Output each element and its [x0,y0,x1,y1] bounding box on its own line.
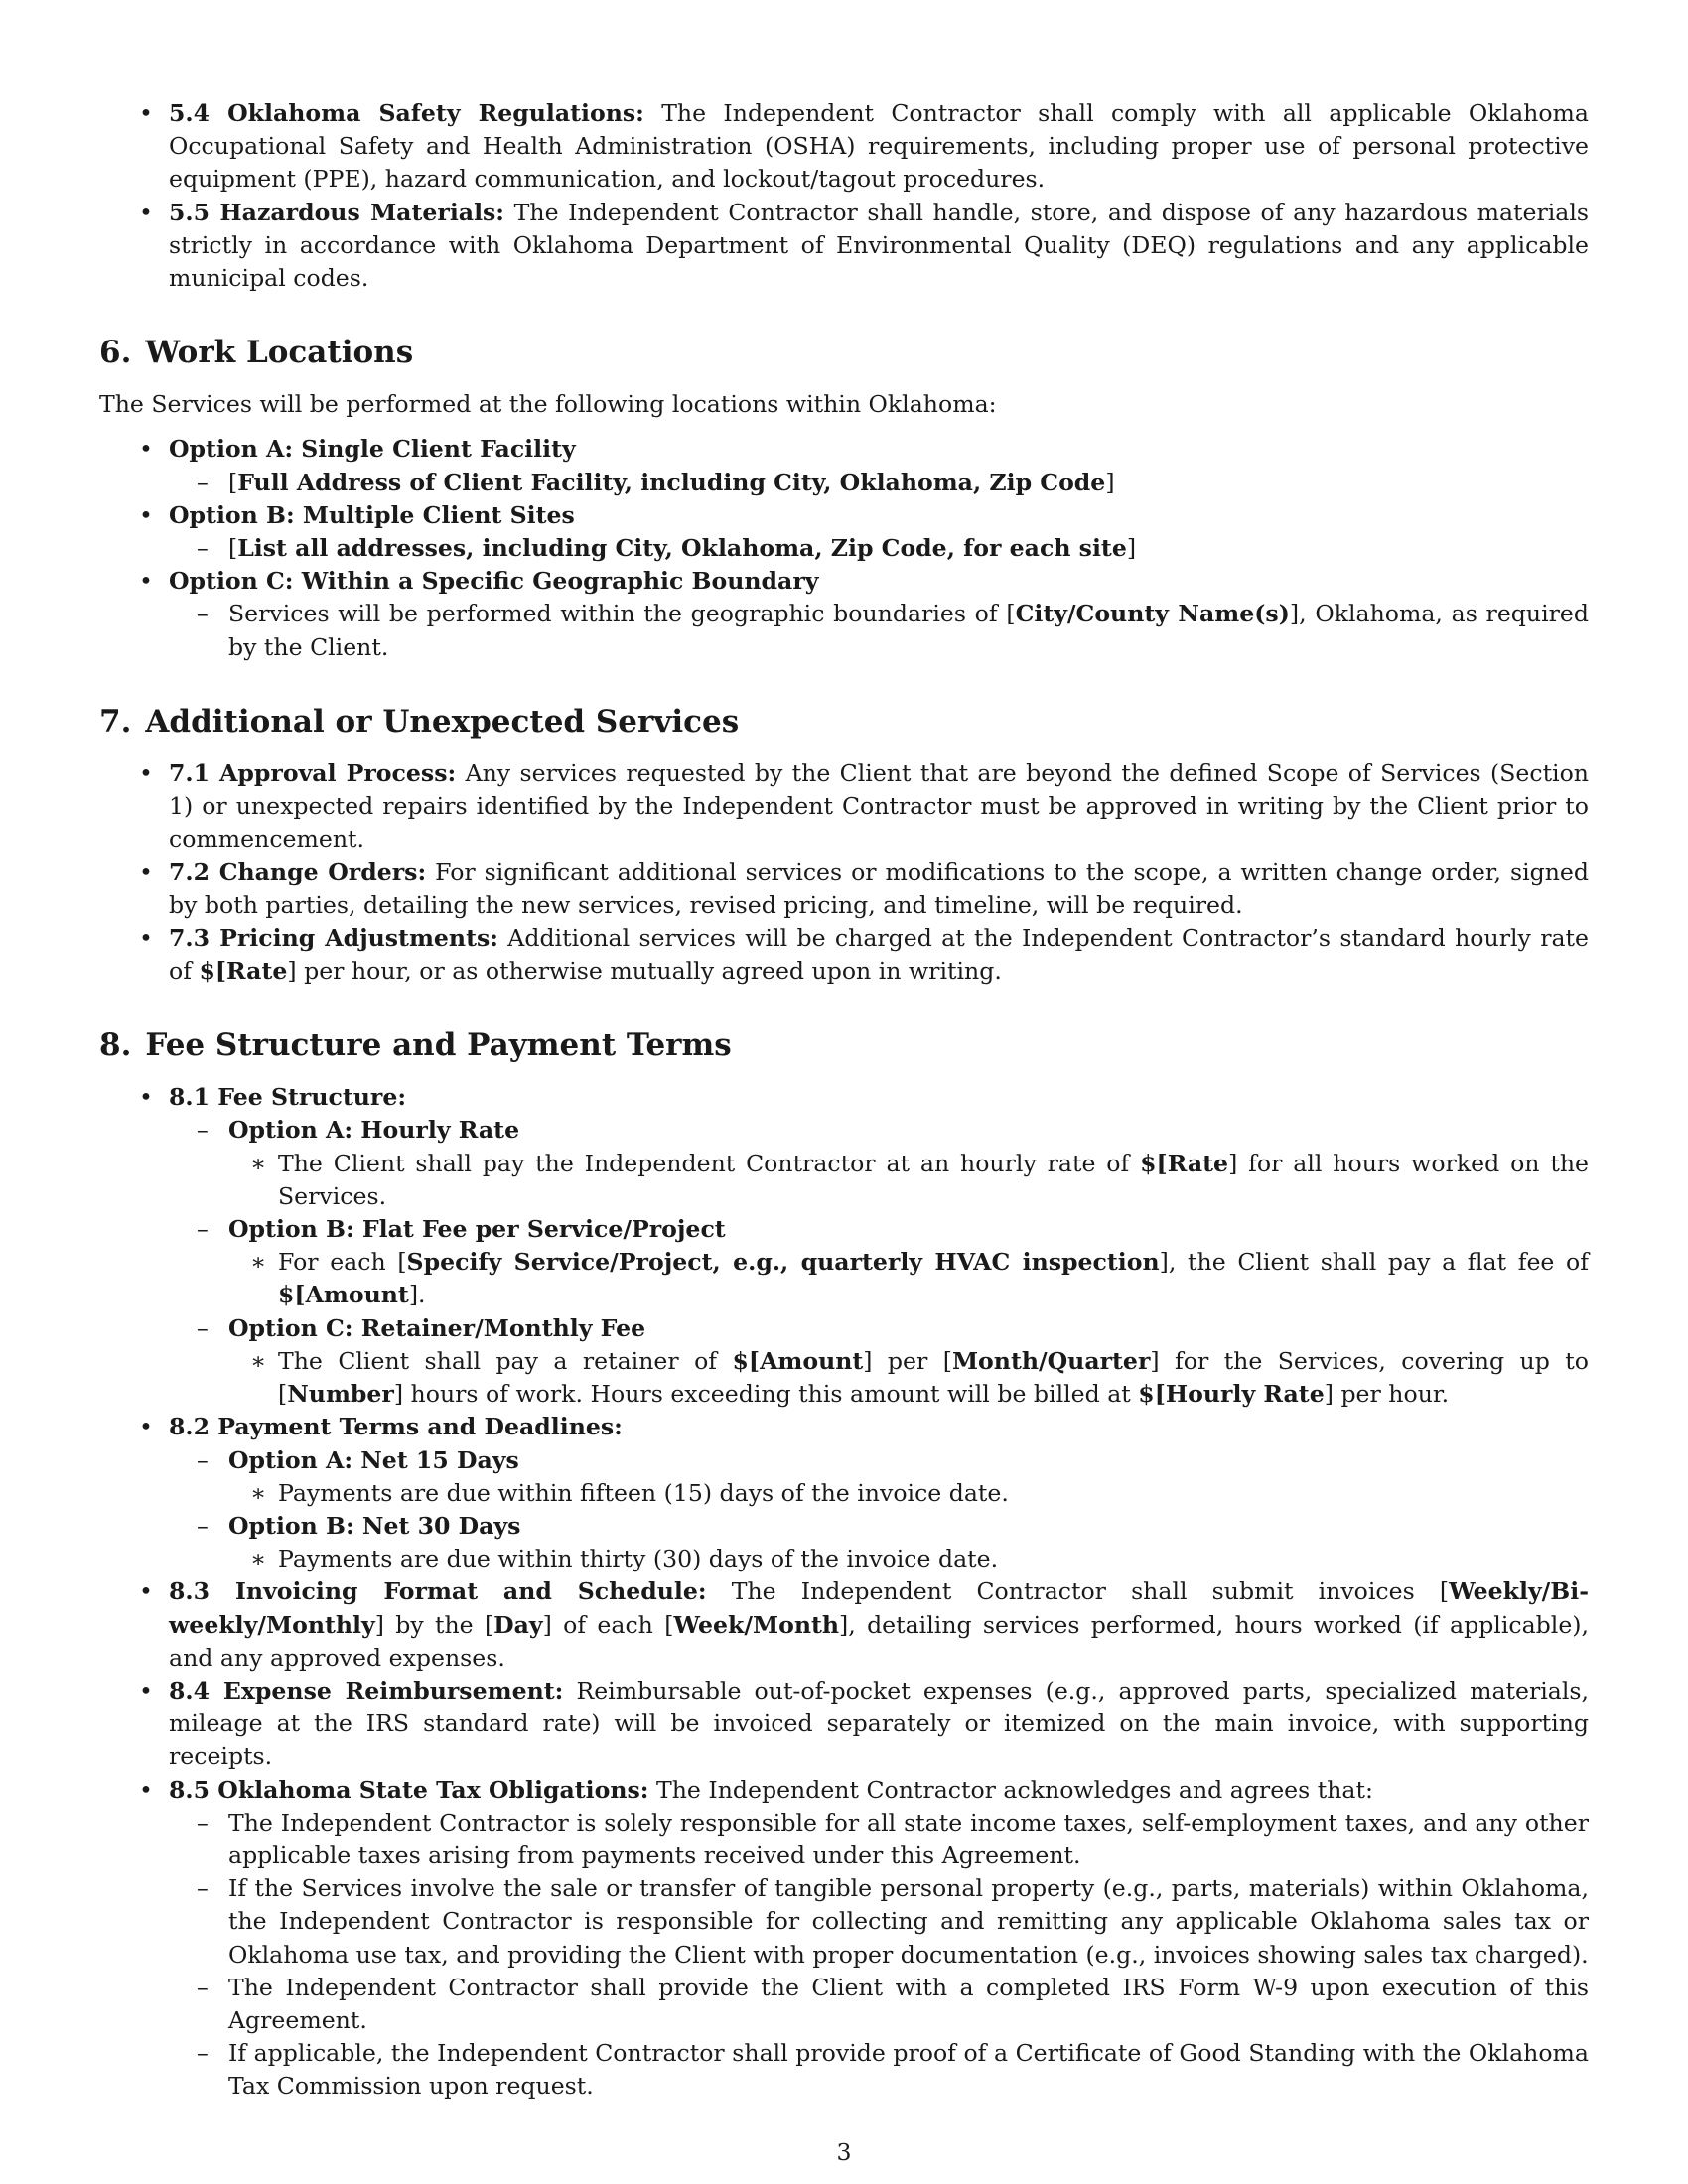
list-item: ∗ For each [Specify Service/Project, e.g., quarterly HVAC inspection], the Client shall pay a flat fee of $[Amount]. [228,1246,1589,1311]
list-item: • 8.4 Expense Reimbursement: Reimbursable out-of-pocket expenses (e.g., approved parts, specialized materials, mileage at the IRS standard rate) will be invoiced separately or itemized on the main invoice, with supporting receipts. [99,1675,1589,1774]
list-item: • 7.1 Approval Process: Any services requested by the Client that are beyond the defined Scope of Services (Section 1) or unexpected repairs identified by the Independent Contractor must be approved in writing by the Client prior to commencement. [99,757,1589,857]
list-item: • 8.3 Invoicing Format and Schedule: The Independent Contractor shall submit invoices [Weekly/Bi-weekly/Monthly] by the [Day] of each [Week/Month], detailing services performed, hours worked (if applicable), and any approved expenses. [99,1575,1589,1675]
list-item: – Services will be performed within the geographic boundaries of [City/County Name(s)], Oklahoma, as required by the Client. [169,598,1589,663]
list-item: – If applicable, the Independent Contractor shall provide proof of a Certificate of Good Standing with the Oklahoma Tax Commission upon request. [169,2037,1589,2103]
list-item: ∗ The Client shall pay the Independent Contractor at an hourly rate of $[Rate] for all hours worked on the Services. [228,1148,1589,1213]
list-item: • 8.1 Fee Structure: – Option A: Hourly Rate ∗ The Client shall pay the Independent Contractor at an hourly rate of $[Rate] for all hours worked on the Services. – Option B: Flat Fee per Service/Project ∗ For each [Specify Service/Project, e.g., quarterly HVAC inspection], the Client shall pay a flat fee of $[Amount]. – Option C: Retainer/Monthly Fee ∗ The Client shall pay a retainer of $[Amount] per [Month/Quarter] for the Services, covering up to [Number] hours of work. Hours exceeding this amount will be billed at $[Hourly Rate] per hour. [99,1081,1589,1411]
location-options [99,433,1589,663]
section-heading-7: 7. Additional or Unexpected Services [99,703,740,740]
list-item: • 5.5 Hazardous Materials: The Independent Contractor shall handle, store, and dispose of any hazardous materials strictly in accordance with Oklahoma Department of Environmental Quality (DEQ) regulations and any applicable municipal codes. [99,197,1589,296]
list-item: – The Independent Contractor is solely responsible for all state income taxes, self-employment taxes, and any other applicable taxes arising from payments received under this Agreement. [169,1807,1589,1872]
page-number: 3 [836,2138,852,2166]
list-item: • 7.2 Change Orders: For significant additional services or modifications to the scope, a written change order, signed by both parties, detailing the new services, revised pricing, and timeline, will be required. [99,856,1589,921]
list-item: – If the Services involve the sale or transfer of tangible personal property (e.g., parts, materials) within Oklahoma, the Independent Contractor is responsible for collecting and remitting any applicable Oklahoma sales tax or Oklahoma use tax, and providing the Client with proper documentation (e.g., invoices showing sales tax charged). [169,1872,1589,1972]
list-item: • 7.3 Pricing Adjustments: Additional services will be charged at the Independent Contractor’s standard hourly rate of $[Rate] per hour, or as otherwise mutually agreed upon in writing. [99,922,1589,988]
list-item: – Option B: Net 30 Days ∗ Payments are due within thirty (30) days of the invoice date. [169,1510,1589,1575]
list-item: • Option C: Within a Specific Geographic Boundary – Services will be performed within the geographic boundaries of [City/County Name(s)], Oklahoma, as required by the Client. [99,565,1589,664]
section-intro: The Services will be performed at the following locations within Oklahoma: [99,390,997,419]
list-item: ∗ The Client shall pay a retainer of $[Amount] per [Month/Quarter] for the Services, covering up to [Number] hours of work. Hours exceeding this amount will be billed at $[Hourly Rate] per hour. [228,1345,1589,1411]
additional-services-list [99,757,1589,988]
section-heading-8: 8. Fee Structure and Payment Terms [99,1027,732,1064]
section-heading-6: 6. Work Locations [99,335,414,371]
list-item: • Option B: Multiple Client Sites – [List all addresses, including City, Oklahoma, Zip Code, for each site] [99,499,1589,565]
list-item: – Option B: Flat Fee per Service/Project ∗ For each [Specify Service/Project, e.g., quarterly HVAC inspection], the Client shall pay a flat fee of $[Amount]. [169,1213,1589,1312]
list-item: – The Independent Contractor shall provide the Client with a completed IRS Form W-9 upon execution of this Agreement. [169,1972,1589,2037]
list-item: • Option A: Single Client Facility – [Full Address of Client Facility, including City, Oklahoma, Zip Code] [99,433,1589,498]
list-item: – Option A: Net 15 Days ∗ Payments are due within fifteen (15) days of the invoice date. [169,1444,1589,1510]
list-item: • 8.5 Oklahoma State Tax Obligations: The Independent Contractor acknowledges and agrees that: – The Independent Contractor is solely responsible for all state income taxes, self-employment taxes, and any other applicable taxes arising from payments received under this Agreement. – If the Services involve the sale or transfer of tangible personal property (e.g., parts, materials) within Oklahoma, the Independent Contractor is responsible for collecting and remitting any applicable Oklahoma sales tax or Oklahoma use tax, and providing the Client with proper documentation (e.g., invoices showing sales tax charged). – The Independent Contractor shall provide the Client with a completed IRS Form W-9 upon execution of this Agreement. – If applicable, the Independent Contractor shall provide proof of a Certificate of Good Standing with the Oklahoma Tax Commission upon request. [99,1774,1589,2104]
list-item: • 5.4 Oklahoma Safety Regulations: The Independent Contractor shall comply with all applicable Oklahoma Occupational Safety and Health Administration (OSHA) requirements, including proper use of personal protective equipment (PPE), hazard communication, and lockout/tagout procedures. [99,97,1589,197]
list-item: • 8.2 Payment Terms and Deadlines: – Option A: Net 15 Days ∗ Payments are due within fifteen (15) days of the invoice date. – Option B: Net 30 Days ∗ Payments are due within thirty (30) days of the invoice date. [99,1411,1589,1575]
list-item: ∗ Payments are due within fifteen (15) days of the invoice date. [228,1477,1589,1510]
list-item: – Option A: Hourly Rate ∗ The Client shall pay the Independent Contractor at an hourly rate of $[Rate] for all hours worked on the Services. [169,1114,1589,1213]
list-item: – [Full Address of Client Facility, including City, Oklahoma, Zip Code] [169,467,1589,499]
list-item: – [List all addresses, including City, Oklahoma, Zip Code, for each site] [169,532,1589,565]
fee-list [99,1081,1589,2103]
safety-list [99,97,1589,295]
list-item: – Option C: Retainer/Monthly Fee ∗ The Client shall pay a retainer of $[Amount] per [Month/Quarter] for the Services, covering up to [Number] hours of work. Hours exceeding this amount will be billed at $[Hourly Rate] per hour. [169,1312,1589,1412]
list-item: ∗ Payments are due within thirty (30) days of the invoice date. [228,1543,1589,1575]
document-page [99,97,1589,2104]
